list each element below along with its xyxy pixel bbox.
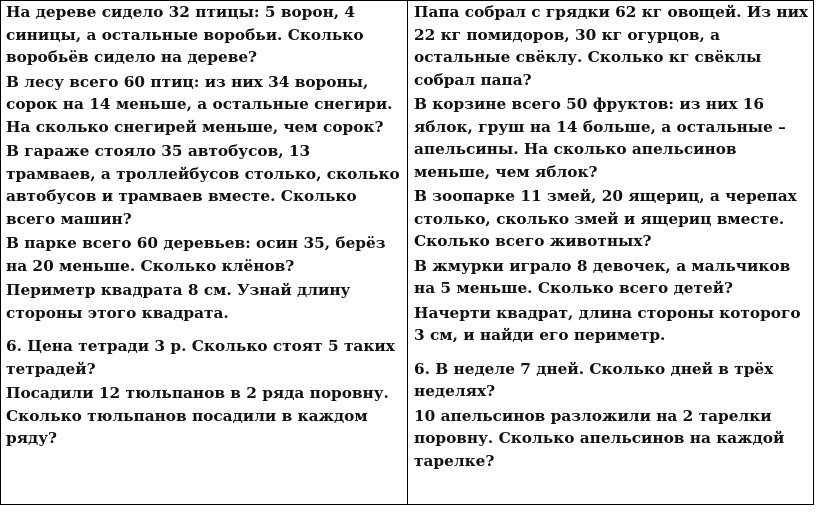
task-item: 10 апельсинов разложили на 2 тарелки поровну. Сколько апельсинов на каждой тарелке? — [414, 406, 785, 470]
task-item: В гараже стояло 35 автобусов, 13 трамваев, а троллейбусов столько, сколько автобусов и трамваев вместе. Сколько всего машин? — [6, 142, 400, 228]
task-item: Начерти квадрат, длина стороны которого 3 см, и найди его периметр. — [414, 303, 801, 344]
task-item: В жмурки играло 8 девочек, а мальчиков на 5 меньше. Сколько всего детей? — [414, 256, 791, 297]
task-item: Посадили 12 тюльпанов в 2 ряда поровну. Сколько тюльпанов посадили в каждом ряду? — [6, 384, 389, 447]
task-item: 6. В неделе 7 дней. Сколько дней в трёх неделях? — [414, 359, 774, 400]
right-column — [408, 1, 813, 504]
task-item: 6. Цена тетради 3 р. Сколько стоят 5 таких тетрадей? — [6, 337, 395, 378]
task-item: Папа собрал с грядки 62 кг овощей. Из них 22 кг помидоров, 30 кг огурцов, а остальные свёклу. Сколько кг свёклы собрал папа? — [414, 3, 809, 89]
task-item: В корзине всего 50 фруктов: из них 16 яблок, груш на 14 больше, а остальные – апельсины. На сколько апельсинов меньше, чем яблок? — [414, 95, 786, 181]
task-item: Периметр квадрата 8 см. Узнай длину стороны этого квадрата. — [6, 281, 351, 322]
task-item: На дереве сидело 32 птицы: 5 ворон, 4 синицы, а остальные воробьи. Сколько воробьёв сидело на дереве? — [6, 3, 364, 66]
task-item: В лесу всего 60 птиц: из них 34 вороны, сорок на 14 меньше, а остальные снегири. На сколько снегирей меньше, чем сорок? — [6, 72, 393, 136]
left-column — [1, 1, 408, 504]
task-item: В парке всего 60 деревьев: осин 35, берёз на 20 меньше. Сколько клёнов? — [6, 234, 386, 275]
task-item: В зоопарке 11 змей, 20 ящериц, а черепах столько, сколько змей и ящериц вместе. Сколько всего животных? — [414, 187, 797, 250]
